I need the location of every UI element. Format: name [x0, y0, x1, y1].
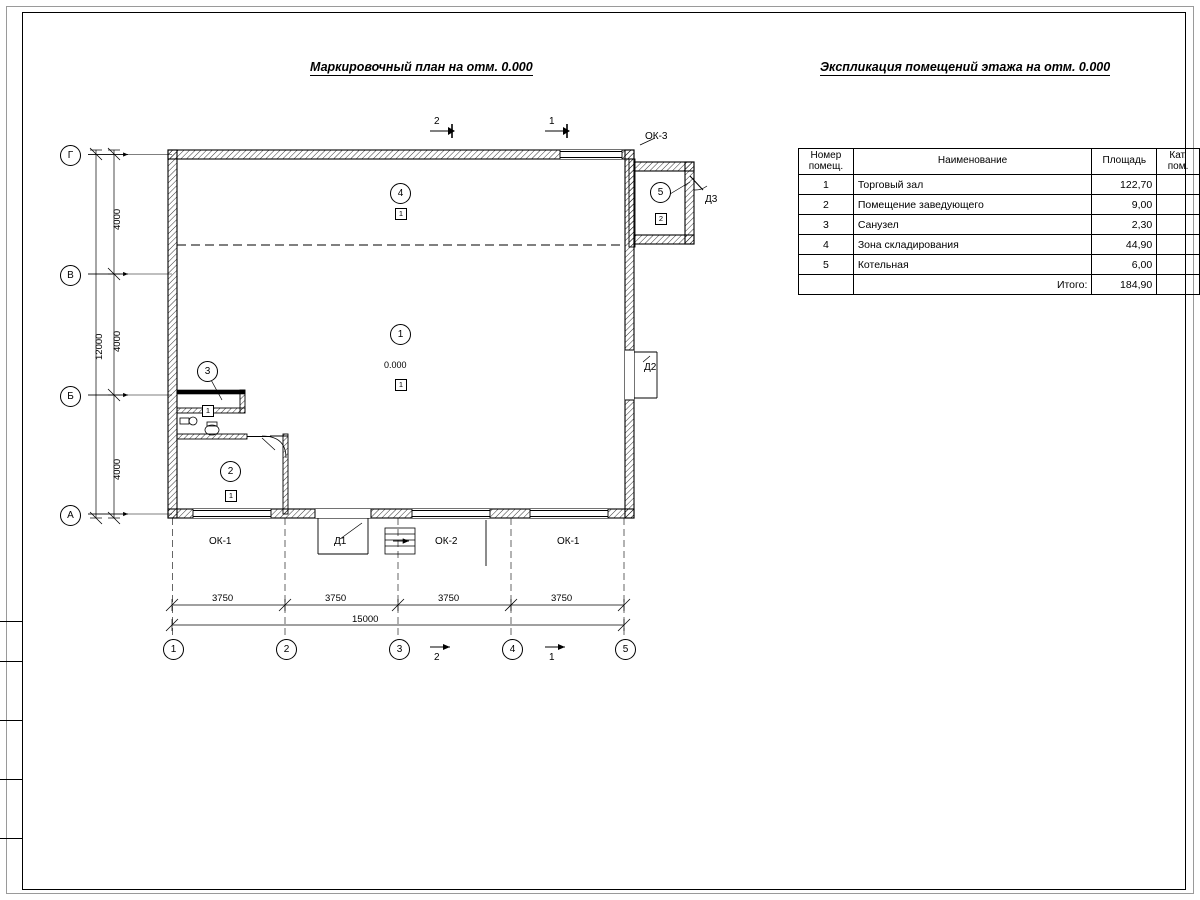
- window-label-ok2: ОК-2: [435, 536, 458, 547]
- window-label-ok3: ОК-3: [645, 131, 668, 142]
- header-number: Номер помещ.: [799, 149, 854, 175]
- cell-name: Зона складирования: [853, 235, 1092, 255]
- cell-number: 1: [799, 175, 854, 195]
- plan-title: Маркировочный план на отм. 0.000: [310, 60, 533, 74]
- header-area: Площадь: [1092, 149, 1157, 175]
- dim-bay-v-top: 4000: [112, 208, 123, 230]
- axis-bubble-5: 5: [615, 639, 636, 660]
- dim-bay-h-4: 3750: [551, 593, 573, 604]
- door-label-d2: Д2: [644, 362, 657, 373]
- cell-number: 3: [799, 215, 854, 235]
- axis-bubble-1: 1: [163, 639, 184, 660]
- axis-bubble-v: В: [60, 265, 81, 286]
- cell-number: 4: [799, 235, 854, 255]
- door-label-d3: Д3: [705, 194, 718, 205]
- cell-number: 2: [799, 195, 854, 215]
- table-title: Экспликация помещений этажа на отм. 0.000: [820, 60, 1111, 74]
- total-label: Итого:: [853, 275, 1092, 295]
- section-mark-top-2: 2: [434, 116, 440, 127]
- cell-area: 2,30: [1092, 215, 1157, 235]
- room-3-class-square: 1: [202, 405, 214, 417]
- room-tag-2: 2: [220, 461, 241, 482]
- cell-number: 5: [799, 255, 854, 275]
- axis-bubble-g: Г: [60, 145, 81, 166]
- section-mark-bottom-1: 1: [549, 652, 555, 663]
- dim-bay-h-1: 3750: [212, 593, 234, 604]
- room-tag-5: 5: [650, 182, 671, 203]
- dim-bay-h-2: 3750: [325, 593, 347, 604]
- total-area: 184,90: [1092, 275, 1157, 295]
- dim-bay-v-bottom: 4000: [112, 458, 123, 480]
- elevation-label: 0.000: [384, 360, 407, 370]
- axis-bubble-3: 3: [389, 639, 410, 660]
- room-tag-1: 1: [390, 324, 411, 345]
- window-label-ok1-left: ОК-1: [209, 536, 232, 547]
- axis-bubble-2: 2: [276, 639, 297, 660]
- dim-bay-v-mid: 4000: [112, 330, 123, 352]
- dim-total-horizontal: 15000: [352, 614, 379, 625]
- dim-bay-h-3: 3750: [438, 593, 460, 604]
- cell-name: Санузел: [853, 215, 1092, 235]
- cell-area: 122,70: [1092, 175, 1157, 195]
- room-2-class-square: 1: [225, 490, 237, 502]
- header-category: Кат. пом.: [1157, 149, 1200, 175]
- axis-bubble-4: 4: [502, 639, 523, 660]
- room-tag-3: 3: [197, 361, 218, 382]
- cell-name: Торговый зал: [853, 175, 1092, 195]
- dim-total-vertical: 12000: [94, 333, 105, 360]
- cell-area: 44,90: [1092, 235, 1157, 255]
- room-tag-4: 4: [390, 183, 411, 204]
- header-name: Наименование: [853, 149, 1092, 175]
- cell-name: Котельная: [853, 255, 1092, 275]
- cell-name: Помещение заведующего: [853, 195, 1092, 215]
- section-mark-bottom-2: 2: [434, 652, 440, 663]
- window-label-ok1-right: ОК-1: [557, 536, 580, 547]
- room-4-class-square: 1: [395, 208, 407, 220]
- room-1-class-square: 1: [395, 379, 407, 391]
- axis-bubble-a: А: [60, 505, 81, 526]
- cell-area: 9,00: [1092, 195, 1157, 215]
- axis-bubble-b: Б: [60, 386, 81, 407]
- room-5-class-square: 2: [655, 213, 667, 225]
- section-mark-top-1: 1: [549, 116, 555, 127]
- cell-area: 6,00: [1092, 255, 1157, 275]
- door-label-d1: Д1: [334, 536, 347, 547]
